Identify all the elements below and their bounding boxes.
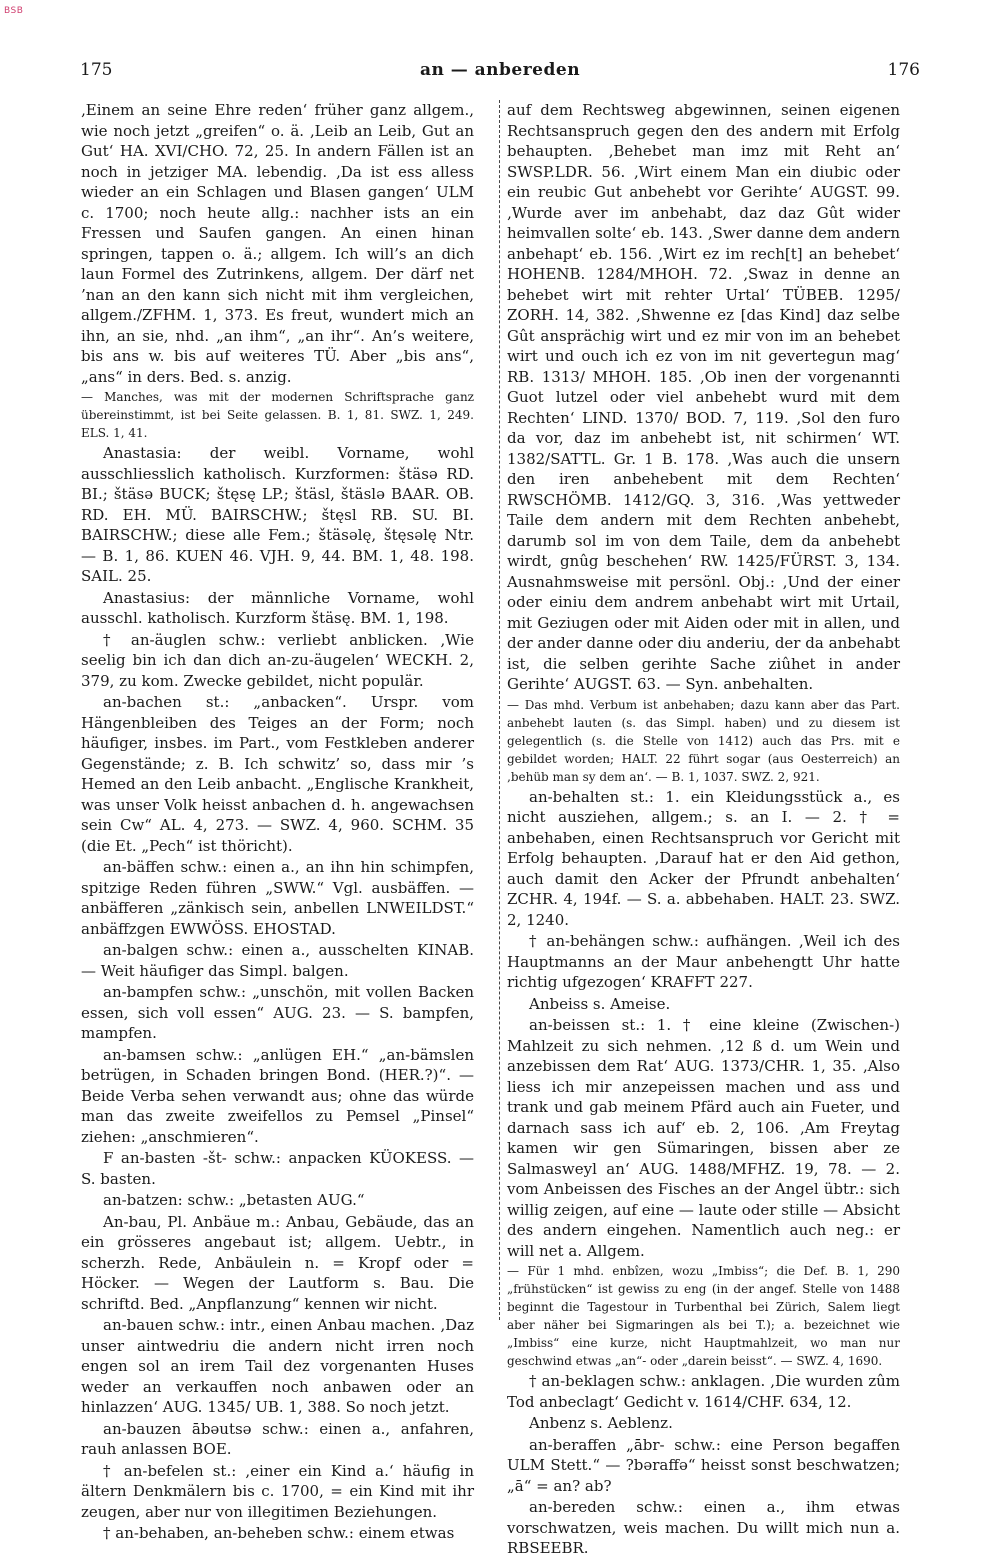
- dictionary-entry: † an-befelen st.: ‚einer ein Kind a.‘ häufig in ältern Denkmälern bis c. 1700, = ein Kind mit ihr zeugen, aber nur von illegitimen Beziehungen.: [81, 1461, 474, 1521]
- dictionary-entry: † an-beklagen schw.: anklagen. ‚Die wurden zûm Tod anbeclagt‘ Gedicht v. 1614/CHF. 634, 12.: [507, 1372, 900, 1411]
- page-number-left: 175: [80, 60, 113, 80]
- dictionary-entry: — Manches, was mit der modernen Schriftsprache ganz übereinstimmt, ist bei Seite gelassen. B. 1, 81. SWZ. 1, 249. ELS. 1, 41.: [81, 390, 474, 440]
- dictionary-entry: Anastasius: der männliche Vorname, wohl ausschl. katholisch. Kurzform štäsę. BM. 1, 198.: [81, 588, 474, 627]
- dictionary-entry: an-bachen st.: „anbacken“. Urspr. vom Hängenbleiben des Teiges an der Form; noch häufiger, insbes. im Part., vom Festkleben anderer Gegenstände; z. B. Ich schwitz’ so, dass mir ’s Hemed an den Leib anbacht. „Englische Krankheit, was unser Volk heisst anbachen d. h. angewachsen sein Cw“ AL. 4, 273. — SWZ. 4, 960. SCHM. 35 (die Et. „Pech“ ist thöricht).: [81, 693, 474, 855]
- left-column: [81, 100, 474, 1545]
- dictionary-entry: an-bäffen schw.: einen a., an ihn hin schimpfen, spitzige Reden führen „SWW.“ Vgl. ausbäffen. — anbäfferen „zänkisch sein, anbellen LNWEILDST.“ anbäffzgen EWWÖSS. EHOSTAD.: [81, 858, 474, 938]
- dictionary-entry: an-bampfen schw.: „unschön, mit vollen Backen essen, sich voll essen“ AUG. 23. — S. bampfen, mampfen.: [81, 983, 474, 1042]
- dictionary-entry: an-bereden schw.: einen a., ihm etwas vorschwatzen, weis machen. Du willt mich nun a. RBSEEBR.: [507, 1498, 900, 1557]
- dictionary-entry: F an-basten -št- schw.: anpacken KÜOKESS. — S. basten.: [81, 1149, 474, 1188]
- dictionary-entry: — Das mhd. Verbum ist anbehaben; dazu kann aber das Part. anbehebt lauten (s. das Simpl. haben) und zu diesem ist gelegentlich (s. die Stelle von 1412) auch das Prs. mit e gebildet worden; HALT. 22 führt sogar (aus Oesterreich) an ‚behüb man sy dem an‘. — B. 1, 1037. SWZ. 2, 921.: [507, 697, 900, 784]
- dictionary-entry: an-balgen schw.: einen a., ausschelten KINAB. — Weit häufiger das Simpl. balgen.: [81, 941, 474, 980]
- dictionary-entry: Anastasia: der weibl. Vorname, wohl ausschliesslich katholisch. Kurzformen: štäsə RD. BI.; štäsə BUCK; štęsę LP.; štäsl, štäslə BAAR. OB. RD. EH. MÜ. BAIRSCHW.; štęsl RB. SU. BI. BAIRSCHW.; diese alle Fem.; štäsəlę, štęsəlę Ntr. — B. 1, 86. KUEN 46. VJH. 9, 44. BM. 1, 48. 198. SAIL. 25.: [81, 444, 474, 585]
- dictionary-entry: ‚Einem an seine Ehre reden‘ früher ganz allgem., wie noch jetzt „greifen“ o. ä. ‚Leib an Leib, Gut an Gut‘ HA. XVI/CHO. 72, 25. In andern Fällen ist an noch in jetziger MA. lebendig. ‚Da ist ess alless wieder an ein Schlagen und Blasen gangen‘ ULM c. 1700; noch heute allg.: nachher ists an ein Fressen und Saufen gangen. An einen hinan springen, tappen o. ä.; allgem. Ich will’s an dich laun Formel des Zutrinkens, allgem. Der därf net ’nan an den kann sich nicht mit ihm vergleichen, allgem./ZFHM. 1, 373. Es freut, wundert mich an ihn, an sie, nhd. „an ihm“, „an ihr“. An’s weitere, bis ans w. bis auf weiteres TÜ. Aber „bis ans“, „ans“ in ders. Bed. s. anzig.: [81, 101, 474, 386]
- dictionary-entry: An-bau, Pl. Anbäue m.: Anbau, Gebäude, das an ein grösseres angebaut ist; allgem. Uebtr., in scherzh. Rede, Anbäulein n. = Kropf oder = Höcker. — Wegen der Lautform s. Bau. Die schriftd. Bed. „Anpflanzung“ kennen wir nicht.: [81, 1212, 474, 1313]
- dictionary-entry: † an-behängen schw.: aufhängen. ‚Weil ich des Hauptmanns an der Maur anbehengtt Uhr hatte richtig ufgezogen‘ KRAFFT 227.: [507, 932, 900, 991]
- running-title: an — anbereden: [419, 60, 581, 80]
- dictionary-entry: Anbenz s. Aeblenz.: [529, 1414, 673, 1432]
- dictionary-entry: an-beissen st.: 1. † eine kleine (Zwischen-) Mahlzeit zu sich nehmen. ‚12 ß d. um Wein und anzebissen dem Rat‘ AUG. 1373/CHR. 1, 35. ‚Also liess ich mir anzepeissen machen und ass und trank und gab meinem Pfärd auch ain Fueter, und darnach sass ich auf‘ eb. 2, 106. ‚Am Freytag kamen wir gen Sümaringen, bissen aber ze Salmasweyl an‘ AUG. 1488/MFHZ. 19, 78. — 2. vom Anbeissen des Fisches an der Angel übtr.: sich willig zeigen, auf eine — laute oder stille — Absicht des andern eingehen. Namentlich auch neg.: er will net a. Allgem.: [507, 1016, 900, 1260]
- library-stamp: BSB: [4, 6, 24, 16]
- dictionary-entry: an-batzen: schw.: „betasten AUG.“: [103, 1191, 365, 1209]
- column-divider: [499, 100, 500, 1320]
- dictionary-entry: † an-äuglen schw.: verliebt anblicken. ‚Wie seelig bin ich dan dich an-zu-äugelen‘ WECKH. 2, 379, zu kom. Zwecke gebildet, nicht populär.: [81, 630, 474, 690]
- dictionary-entry: an-beraffen „ābr- schw.: eine Person begaffen ULM Stett.“ — ?bəraffə“ heisst sonst beschwatzen; „ā“ = an? ab?: [507, 1435, 900, 1495]
- right-column: [507, 100, 900, 1560]
- page-number-right: 176: [887, 60, 920, 80]
- dictionary-entry: an-behalten st.: 1. ein Kleidungsstück a., es nicht ausziehen, allgem.; s. an I. — 2. † = anbehaben, einen Rechtsanspruch vor Gericht mit Erfolg behaupten. ‚Darauf hat er den Aid gethon, auch damit den Acker der Pfrundt anbehalten‘ ZCHR. 4, 194f. — S. a. abbehaben. HALT. 23. SWZ. 2, 1240.: [507, 787, 900, 929]
- dictionary-entry: an-bauzen ābəutsə schw.: einen a., anfahren, rauh anlassen BOE.: [81, 1419, 474, 1458]
- dictionary-entry: an-bamsen schw.: „anlügen EH.“ „an-bämslen betrügen, in Schaden bringen Bond. (HER.?)“. — Beide Verba sehen verwandt aus; ohne das würde man das zweite zweifellos zu Pemsel „Pinsel“ ziehen: „anschmieren“.: [81, 1045, 474, 1146]
- dictionary-entry: auf dem Rechtsweg abgewinnen, seinen eigenen Rechtsanspruch gegen den des andern mit Erfolg behaupten. ‚Behebet man imz mit Reht an‘ SWSP.LDR. 56. ‚Wirt einem Man ein diubic oder ein reubic Gut anbehebt vor Gerihte‘ AUGST. 99. ‚Wurde aver im anbehabt, daz daz Gût wider heimvallen solte‘ eb. 143. ‚Swer danne dem andern anbehapt‘ eb. 156. ‚Wirt ez im rech[t] an behebet‘ HOHENB. 1284/MHOH. 72. ‚Swaz in denne an behebet wirt mit rehter Urtal‘ TÜBEB. 1295/ ZORH. 14, 382. ‚Shwenne ez [das Kind] daz selbe Gût ansprächig wirt und ez mir von im an behebet wirt und ouch ich ez von im nit gevertegun mag‘ RB. 1313/ MHOH. 185. ‚Ob inen der vorgenannti Guot lutzel oder viel anbehebt wurd mit dem Rechten‘ LIND. 1370/ BOD. 7, 119. ‚Sol den furo da vor, daz im anbehebt ist, nit schirmen‘ WT. 1382/SATTL. Gr. 1 B. 178. ‚Was auch die unsern den iren anbehebent mit dem Rechten‘ RWSCHÖMB. 1412/GQ. 3, 316. ‚Was yettweder Taile dem andern mit dem Rechten anbehebt, darumb sol im von dem Taile, dem da anbehebt wirdt, gnûg beschehen‘ RW. 1425/FÜRST. 3, 134. Ausnahmsweise mit persönl. Obj.: ‚Und der einer oder einiu dem andrem anbehabt wirt mit Urtail, mit Geziugen oder mit Aiden oder mit in allen, und der ander danne oder diu anderiu, der da anbehabt ist, die selben gerihte Sache ziûhet in ander Gerihte‘ AUGST. 63. — Syn. anbehalten.: [507, 101, 900, 693]
- page-header: [80, 60, 920, 84]
- dictionary-entry: † an-behaben, an-beheben schw.: einem etwas: [103, 1524, 455, 1542]
- dictionary-entry: an-bauen schw.: intr., einen Anbau machen. ‚Daz unser aintwedriu die andern nicht irren noch engen sol an irem Tail dez vorgenanten Huses weder an verkauffen noch anbawen oder an hinlazzen‘ AUG. 1345/ UB. 1, 388. So noch jetzt.: [81, 1316, 474, 1416]
- dictionary-entry: — Für 1 mhd. enbîzen, wozu „Imbiss“; die Def. B. 1, 290 „frühstücken“ ist gewiss zu eng (in der angef. Stelle von 1488 beginnt die Tagestour in Turbenthal bei Zürich, Salem liegt aber näher bei Sigmaringen als bei T.); a. bezeichnet wie „Imbiss“ eine kurze, nicht Hauptmahlzeit, wo man nur geschwind etwas „an“- oder „darein beisst“. — SWZ. 4, 1690.: [507, 1264, 900, 1368]
- dictionary-entry: Anbeiss s. Ameise.: [529, 994, 671, 1013]
